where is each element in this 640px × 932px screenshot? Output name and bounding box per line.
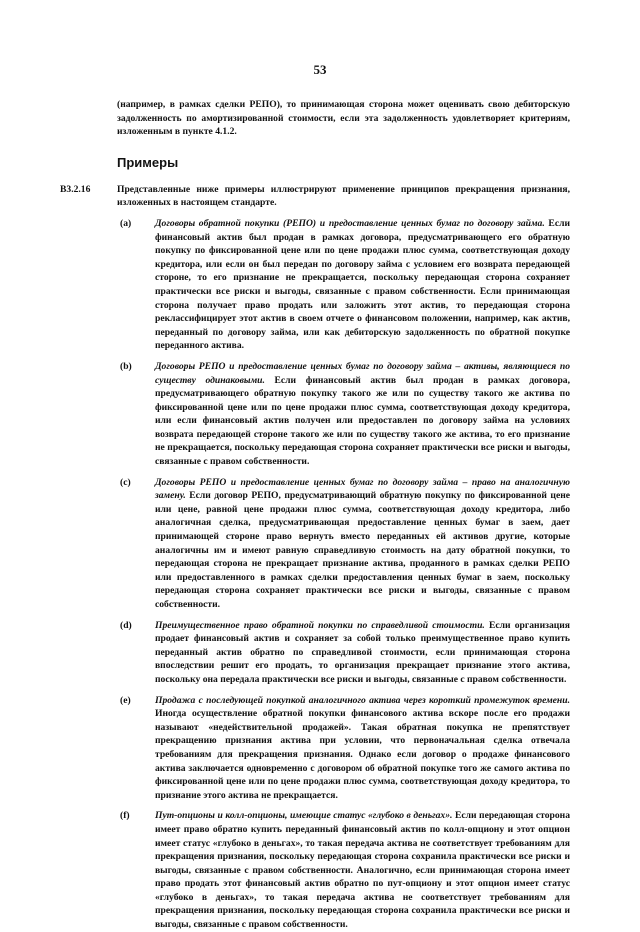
item-text (155, 360, 570, 469)
paragraph-number: B3.2.16 (60, 183, 91, 195)
item-label: (b) (120, 360, 132, 372)
item-title: Продажа с последующей покупкой аналогичного актива через короткий промежуток времени. (155, 694, 570, 706)
item-text (155, 476, 570, 612)
item-title: Преимущественное право обратной покупки по справедливой стоимости. (155, 619, 485, 631)
item-title: Пут-опционы и колл-опционы, имеющие статус «глубоко в деньгах». (155, 810, 453, 822)
item-label: (a) (120, 217, 132, 229)
item-label: (c) (120, 476, 131, 488)
item-text (155, 217, 570, 353)
item-body: Если финансовый актив был продан в рамках договора, предусматривающего его обратную покупку по фиксированной цене или по цене продажи плюс сумма, соответствующая доходу кредитора, или если он был передан по договору займа с условием его возврата передающей стороне, то его признание не прекращается, поскольку передающая сторона сохраняет практически все риски и выгоды, связанные с правом собственности. Если принимающая сторона получает право продать или заложить этот актив, то передающая сторона реклассифицирует этот актив в своем отчете о финансовом положении, например, как актив, переданный по договору займа, или как дебиторскую задолженность по обратной покупке переданного актива. (155, 217, 570, 352)
example-item-a (60, 217, 570, 353)
section-heading: Примеры (117, 154, 179, 170)
example-item-d (60, 619, 570, 687)
item-body: Если передающая сторона имеет право обратно купить переданный финансовый актив по колл-опциону и этот опцион имеет статус «глубоко в деньгах», то такая передача актива не соответствует требованиям для прекращения признания, поскольку передающая сторона сохранила практически все риски и выгоды, связанные с правом собственности. Аналогично, если принимающая сторона имеет право продать этот финансовый актив обратно по пут-опциону и этот опцион имеет статус «глубоко в деньгах», то такая передача актива не соответствует требованиям для прекращения признания, поскольку передающая сторона сохранила практически все риски и выгоды, связанные с правом собственности. (155, 810, 570, 931)
paragraph-b3-2-16 (60, 183, 570, 210)
item-body: Если организация продает финансовый актив и сохраняет за собой только преимущественное право купить переданный актив обратно по справедливой стоимости, если принимающая сторона впоследствии решит его продать, то организация прекращает признание этого актива, поскольку она передала практически все риски и выгоды, связанные с правом собственности. (155, 619, 570, 685)
example-item-e (60, 694, 570, 803)
example-item-b (60, 360, 570, 469)
item-body: Иногда осуществление обратной покупки финансового актива вскоре после его продажи называют «недействительной продажей». Такая обратная покупка не препятствует прекращению признания актива при условии, что первоначальная сделка отвечала требованиям для прекращения признания. Однако если договор о продаже финансового актива заключается одновременно с договором об обратной покупке того же самого актива по фиксированной цене или по цене продажи плюс сумма, соответствующая доходу кредитора, то признание этого актива не прекращается. (155, 708, 570, 801)
item-title: Договоры обратной покупки (РЕПО) и предоставление ценных бумаг по договору займа. (155, 217, 545, 229)
item-title: Договоры РЕПО и предоставление ценных бумаг по договору займа – право на аналогичную замену. (155, 476, 570, 502)
intro-paragraph: (например, в рамках сделки РЕПО), то принимающая сторона может оценивать свою дебиторскую задолженность по амортизированной стоимости, если эта задолженность удовлетворяет критериям, изложенным в пункте 4.1.2. (117, 99, 570, 138)
item-body: Если финансовый актив был продан в рамках договора, предусматривающего обратную покупку такого же или по существу такого же актива по фиксированной цене или по цене продажи плюс сумма, соответствующая доходу кредитора, или если финансовый актив получен или предоставлен по договору займа на условиях возврата передающей стороне такого же или по существу такого же актива, то его признание не прекращается, поскольку передающая сторона сохраняет практически все риски и выгоды, связанные с правом собственности. (155, 374, 570, 468)
example-item-f (60, 809, 570, 931)
item-text (155, 619, 570, 687)
item-label: (e) (120, 694, 131, 706)
paragraph-text: Представленные ниже примеры иллюстрируют применение принципов прекращения признания, изложенных в настоящем стандарте. (117, 183, 570, 209)
item-text (155, 694, 570, 803)
document-body (60, 98, 570, 932)
item-body: Если договор РЕПО, предусматривающий обратную покупку по фиксированной цене или цене, равной цене продажи плюс сумма, соответствующая доходу кредитора, либо аналогичная сделка, предусматривающая предоставление ценных бумаг в заем, дает принимающей стороне право вернуть вместо переданных ей активов другие, которые аналогичны им и имеют равную справедливую стоимость на дату обратной покупки, то передающая сторона не прекращает признание актива, проданного в рамках сделки РЕПО или предоставленного в рамках сделки предоставления ценных бумаг в заем, поскольку передающая сторона сохраняет практически все риски и выгоды, связанные с правом собственности. (155, 490, 570, 610)
examples-list (60, 217, 570, 932)
page-number: 53 (313, 62, 327, 77)
item-label: (d) (120, 619, 132, 631)
item-label: (f) (120, 810, 130, 822)
example-item-c (60, 476, 570, 612)
item-title: Договоры РЕПО и предоставление ценных бумаг по договору займа – активы, являющиеся по существу одинаковыми. (155, 360, 570, 386)
item-text (155, 809, 570, 931)
